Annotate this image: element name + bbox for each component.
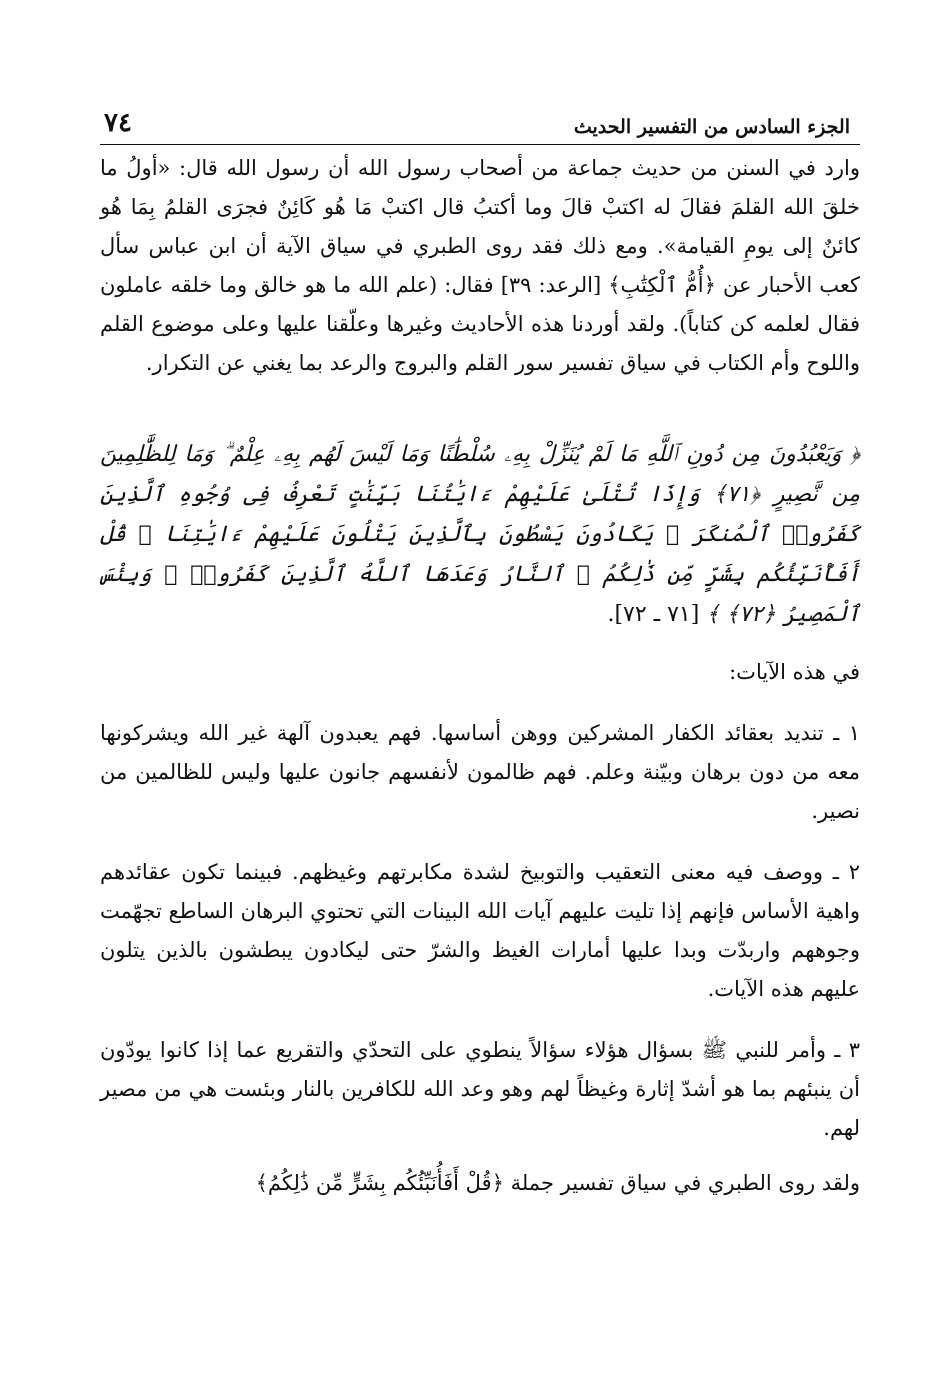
- final-paragraph: ولقد روى الطبري في سياق تفسير جملة ﴿قُلْ أَفَأُنَبِّئُكُم بِشَرٍّ مِّن ذَٰلِكُمُ﴾: [255, 1171, 860, 1195]
- running-title: الجزء السادس من التفسير الحديث: [573, 116, 850, 138]
- page-number: ٧٤: [104, 108, 132, 138]
- page-header: [100, 108, 860, 145]
- point-3: ٣ ـ وأمر للنبي ﷺ بسؤال هؤلاء سؤالاً ينطوي على التحدّي والتقريع عما إذا كانوا يودّون أن ينبئهم بما هو أشدّ إثارة وغيظاً لهم وهو وعد الله للكافرين بالنار وبئست هي من مصير لهم.: [100, 1038, 860, 1140]
- quran-verse-text: ﴿ وَيَعْبُدُونَ مِن دُونِ ٱللَّهِ مَا لَمْ يُنَزِّلْ بِهِۦ سُلْطَٰنًا وَمَا لَيْسَ لَهُم بِهِۦ عِلْمٌ ۗ وَمَا لِلظَّٰلِمِينَ مِن نَّصِيرٍ ﴿٧١﴾ وَإِذَا تُتْلَىٰ عَلَيْهِمْ ءَايَٰتُنَا بَيِّنَٰتٍ تَعْرِفُ فِى وُجُوهِ ٱلَّذِينَ كَفَرُوا۟ ٱلْمُنكَرَ ۖ يَكَادُونَ يَسْطُونَ بِٱلَّذِينَ يَتْلُونَ عَلَيْهِمْ ءَايَٰتِنَا ۗ قُلْ أَفَأُنَبِّئُكُم بِشَرٍّ مِّن ذَٰلِكُمُ ۗ ٱلنَّارُ وَعَدَهَا ٱللَّهُ ٱلَّذِينَ كَفَرُوا۟ ۖ وَبِئْسَ ٱلْمَصِيرُ ﴿٧٢﴾ ﴾: [100, 442, 860, 627]
- book-page: [100, 108, 860, 1203]
- point-1: ١ ـ تنديد بعقائد الكفار المشركين ووهن أساسها. فهم يعبدون آلهة غير الله ويشركونها معه من دون برهان وبيّنة وعلم. فهم ظالمون لأنفسهم جانون عليها وليس للظالمين من نصير.: [100, 721, 860, 823]
- point-2: ٢ ـ ووصف فيه معنى التعقيب والتوبيخ لشدة مكابرتهم وغيظهم. فبينما تكون عقائدهم واهية الأساس فإنهم إذا تليت عليهم آيات الله البينات التي تحتوي البرهان الساطع تجهّمت وجوههم واربدّت وبدا عليها أمارات الغيظ والشرّ حتى ليكادون يبطشون بالذين يتلون عليهم هذه الآيات.: [100, 860, 860, 1001]
- intro-paragraph: وارد في السنن من حديث جماعة من أصحاب رسول الله أن رسول الله قال: «أولُ ما خلقَ الله القلمَ فقالَ له اكتبْ قالَ وما أكتبُ قال اكتبْ مَا هُو كَائِنٌ فجرَى القلمُ بِمَا هُو كائنٌ إلى يومِ القيامة». ومع ذلك فقد روى الطبري في سياق الآية أن ابن عباس سأل كعب الأحبار عن ﴿أُمُّ ٱلْكِتَٰبِ﴾ [الرعد: ٣٩] فقال: (علم الله ما هو خالق وما خلقه عاملون فقال لعلمه كن كتاباً). ولقد أوردنا هذه الأحاديث وغيرها وعلّقنا عليها وعلى موضوع القلم واللوح وأم الكتاب في سياق تفسير سور القلم والبروج والرعد بما يغني عن التكرار.: [100, 156, 860, 375]
- verse-reference: [٧١ ـ ٧٢].: [607, 602, 700, 627]
- quran-verse-block: [100, 435, 860, 635]
- section-heading: في هذه الآيات:: [729, 660, 860, 684]
